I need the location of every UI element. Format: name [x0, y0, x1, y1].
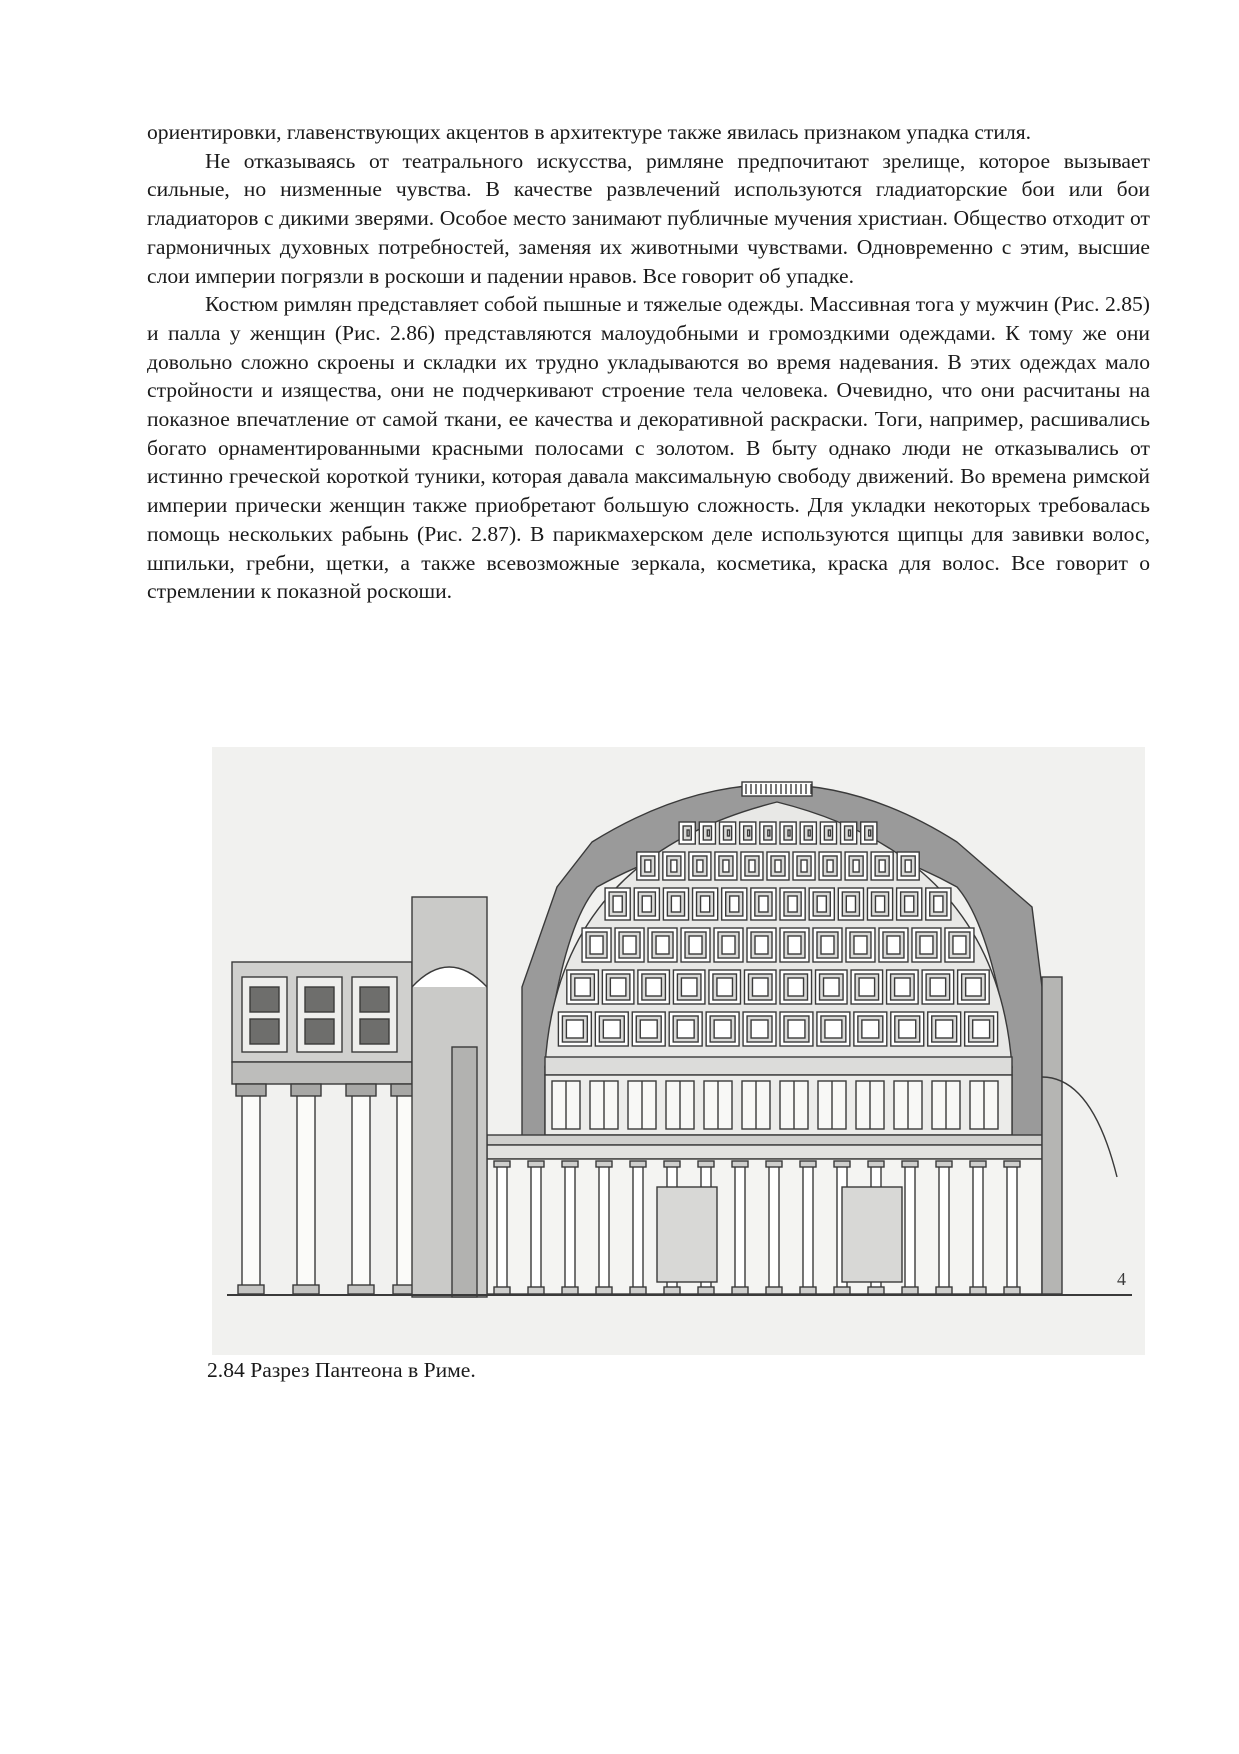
paragraph-1: ориентировки, главенствующих акцентов в архитектуре также явилась признаком упадка стиля. — [147, 120, 1032, 144]
pantheon-section-drawing — [212, 747, 1145, 1355]
figure-corner-mark: 4 — [1117, 1269, 1126, 1289]
paragraph-2: Не отказываясь от театрального искусства, римляне предпочитают зрелище, которое вызывает сильные, но низменные чувства. В качестве развлечений используются гладиаторские бои или бои гладиаторов с дикими зверями. Особое место занимают публичные мучения христиан. Общество отходит от гармоничных духовных потребностей, заменяя их животными чувствами. Одновременно с этим, высшие слои империи погрязли в роскоши и падении нравов. Все говорит об упадке. — [147, 148, 1150, 288]
pantheon-engraving — [212, 747, 1145, 1355]
figure-caption: 2.84 Разрез Пантеона в Риме. — [207, 1358, 476, 1382]
paragraph-3: Костюм римлян представляет собой пышные и тяжелые одежды. Массивная тога у мужчин (Рис. 2.85) и палла у женщин (Рис. 2.86) представляются малоудобными и громоздкими одеждами. К тому же они довольно сложно скроены и складки их трудно укладываются во время надевания. В этих одеждах мало стройности и изящества, они не подчеркивают строение тела человека. Очевидно, что они расчитаны на показное впечатление от самой ткани, ее качества и декоративной раскраски. Тоги, например, расшивались богато орнаментированными красными полосами с золотом. В быту однако люди не отказывались от истинно греческой короткой туники, которая давала максимальную свободу движений. Во времена римской империи прически женщин также приобретают большую сложность. Для укладки некоторых требовалась помощь нескольких рабынь (Рис. 2.87). В парикмахерском деле используются щипцы для завивки волос, шпильки, гребни, щетки, а также всевозможные зеркала, косметика, краска для волос. Все говорит о стремлении к показной роскоши. — [147, 292, 1150, 604]
body-text — [147, 118, 1150, 606]
